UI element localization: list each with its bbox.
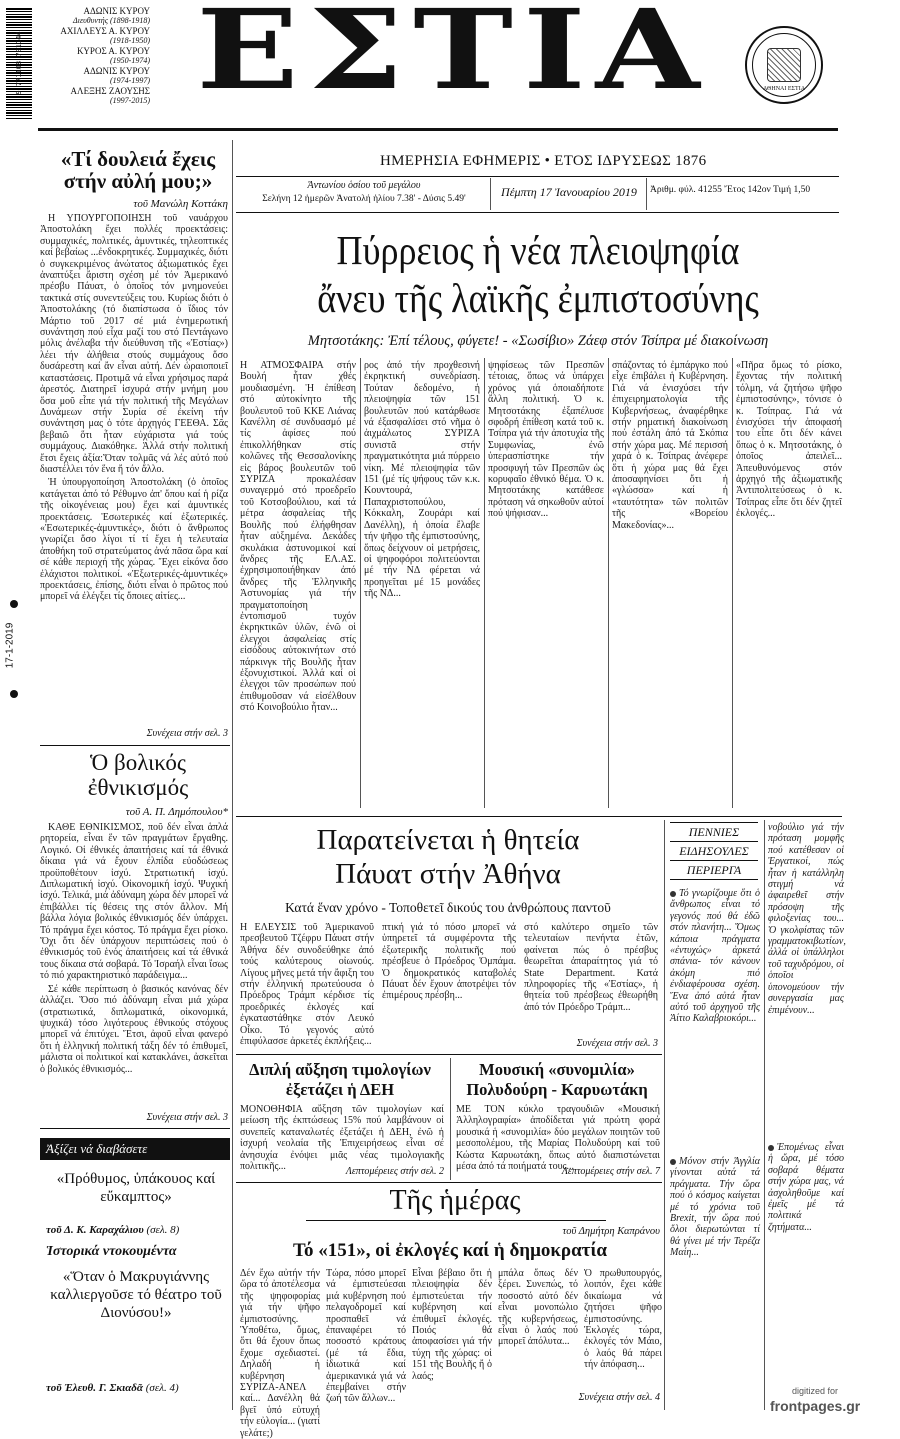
- paragraph: Τώρα, πόσο μπορεῖ νά ἐμπιστεύεσαι μιά κυβέρνηση πού πελαγοδρομεῖ καί προσπαθεῖ νά ἐπαναφέρει τό ποσοστό κράτους (μέ τά ἔδια, ἰδιωτικά καί ἀμερικανικά γιά νά ἐπεμβαίνει στήν ζωή τῶν ἄλλων...: [326, 1268, 406, 1405]
- lead-column: [736, 360, 842, 812]
- column-divider: [232, 140, 233, 1410]
- byline: τοῦ Δημήτρη Καπράνου: [562, 1226, 660, 1237]
- lead-column: [612, 360, 728, 812]
- article-column: [240, 922, 374, 1050]
- column-divider: [360, 358, 361, 808]
- founder: ΑΛΕΞΗΣ ΖΑΟΥΣΗΣ (1997-2015): [70, 86, 150, 105]
- continued-link[interactable]: Συνέχεια στήν σελ. 3: [146, 1112, 228, 1123]
- column-body: [240, 1268, 321, 1439]
- worth-item-title[interactable]: «Πρόθυμος, ὑπάκουος καί εὔκαμπτος»: [56, 1171, 216, 1205]
- founder: ΑΧΙΛΛΕΥΣ Α. ΚΥΡΟΥ (1918-1950): [60, 26, 150, 45]
- lead-column: [488, 360, 604, 812]
- section-headline: Πάυατ στήν Ἀθήνα: [335, 858, 561, 890]
- rule: [40, 1128, 230, 1129]
- byline: τοῦ Α. Π. Δημόπουλου*: [125, 806, 228, 818]
- side-dot: [10, 690, 18, 698]
- lead-headline: ἄνευ τῆς λαϊκῆς ἐμπιστοσύνης: [317, 275, 759, 321]
- paragraph: Δέν ἔχω αὐτήν τήν ὥρα τό ἀποτέλεσμα τῆς ψηφοφορίας γιά τήν ψῆφο ἐμπιστοσύνης. Ὑποθέτω, ὅμως, ὅτι θά ἔχουν ὅπως ἔχομε σχεδιαστεί. Δηλαδή ἡ κυβέρνηση ΣΥΡΙΖΑ-ΑΝΕΛ καί... Δανέλλη θά βγεῖ ὑπό εὐτυχή τήν εὐλογία... (γιατί γελάτε;): [240, 1268, 321, 1439]
- rule: [236, 212, 839, 213]
- continued-link[interactable]: Λεπτομέρειες στήν σελ. 2: [345, 1166, 444, 1177]
- column-body: [584, 1268, 662, 1388]
- article-title: «Τί δουλειά ἔχεις στήν αὐλή μου;»: [60, 147, 216, 193]
- paragraph: «Πῆρα ὅμως τό ρίσκο, ἔχοντας τήν πολιτική τόλμη, νά ζητήσω ψῆφο ἐμπιστοσύνης», τόνισε ὁ κ. Τσίπρας. Γιά νά ἐνισχύσει τήν ἀποφασή του εἶπε ὅτι δέν κάνει ὅπως ὁ κ. Μητσοτάκης, ὁ ὁποῖος ἀπειλεῖ... Ἀπευθυνόμενος στόν ἀρχηγό τῆς ἀξιωματικῆς Ἀντιπολιτεύσεως ὁ κ. Τσίπρας εἶπε ὅτι δέν ζητεῖ ἐκλογές...: [736, 360, 842, 520]
- gossip-item: Ἐπομένως εἶναι ἡ ὥρα, μέ τόσο σοβαρά θέματα στήν χώρα μας, νά ἀσχοληθοῦμε καί ἐμεῖς μέ τά πολιτικά ζητήματα...: [768, 1142, 844, 1233]
- lead-subhead: Μητσοτάκης: Ἐπί τέλους, φύγετε! - «Σωσίβιο» Ζάεφ στόν Τσίπρα μέ διακοίνωση: [307, 333, 769, 349]
- worth-reading-banner: Ἀξίζει νά διαβάσετε: [40, 1138, 230, 1160]
- sun-moon: Σελήνη 12 ἡμερῶν Ἀνατολή ἡλίου 7.38' - Δύσις 5.49': [262, 194, 466, 204]
- paragraph: Η ΑΤΜΟΣΦΑΙΡΑ στήν Βουλή ἦταν χθές μουδιασμένη. Ἡ ἐπίθεση στό αὐτοκίνητο τῆς βουλευτοῦ τοῦ ΚΚΕ Λιάνας Κανέλλη σέ συνδυασμό μέ τίς ἀφίσες πού ἐπικολλήθηκαν στίς κολῶνες τῆς Θεσσαλονίκης εἰς βάρος βουλευτῶν τοῦ ΣΥΡΙΖΑ προκαλέσαν συναγερμό στό προεδρεῖο τοῦ Κοτσοβούλιου, καί τά μέτρα ἀσφαλείας τῆς Βουλῆς πού ἐλήφθησαν ἦταν αὐξημένα. Δεκάδες σκυλάκια ἀστυνομικοί καί ἄνδρες τῆς ΕΛ.ΑΣ. ἐχρησιμοποιήθηκαν ἀπό ἄνδρες τῆς Ἑλληνικῆς Ἀστυνομίας γιά τήν πραγματοποίηση ἐντοπισμοῦ τυχόν ἐκρηκτικῶν ὑλῶν, ἐνῶ οἱ ἐλεγχοι ἀσφαλείας στίς εἰσόδους αὐτοκινήτων στό πάρκινγκ τῆς Βουλῆς ἦταν ἐξονυχιστικοί. Ἀλλά καί οἱ ἐλεγχοι τῶν προσώπων πού ἐπιθυμοῦσαν νά εἰσέλθουν στό Κοινοβούλιο ἦταν...: [240, 360, 356, 714]
- article-headline: Διπλή αὔξηση τιμολογίων ἐξετάζει ἡ ΔΕΗ: [249, 1060, 431, 1099]
- founder: ΑΔΩΝΙΣ ΚΥΡΟΥ Διευθυντής (1898-1918): [73, 6, 150, 25]
- barcode-number: 9 771108 701144: [15, 31, 23, 95]
- byline: τοῦ Μανώλη Κοττάκη: [133, 198, 228, 210]
- paragraph: Ὁ πρωθυπουργός, λοιπόν, ἔχει κάθε δικαίωμα νά ζητήσει ψῆφο ἐμπιστοσύνης. Ἐκλογές τώρα, ἐκλογές τόν Μάιο, ὁ λαός θά πάρει τήν ἀπόφαση...: [584, 1268, 662, 1371]
- paragraph: σπάζοντας τό ἐμπάργκο πού εἶχε ἐπιβάλει ἡ Κυβέρνηση. Γιά νά ἐνισχύσει τήν ἐπιχειρηματολογία τῆς Κυβερνήσεως, ἀναφέρθηκε στήν ρηματική διακοίνωση πού ἐστάλη ἀπό τά Σκόπια στήν χώρα μας. Μέ περισσή χαρά ὁ κ. Τσίπρας ἀνέφερε ὅτι ἡ χώρα μας θά ἔχει ἀποσαφηνίσει ὅτι ἡ «γλώσσα» καί ἡ «ταυτότητα» τῶν πολιτῶν τῆς «Βορείου Μακεδονίας»...: [612, 360, 728, 531]
- paragraph: ΜΟΝΟΘΗΦΙΑ αὔξηση τῶν τιμολογίων καί μείωση τῆς ἐκπτώσεως 15% πού λαμβάνουν οἱ συνεπεῖς καταναλωτές ἐξετάζει ἡ ΔΕΗ, ἐνῶ ἡ ἰσχυρή νεολαία τῆς Ἐπιχειρήσεως εἶναι σέ ἀνησυχία ἐνόψει μιᾶς νέας τιμολογιακῆς πολιτικῆς...: [240, 1104, 444, 1173]
- paragraph: Ἡ ὑπουργοποίηση Ἀποστολάκη (ὁ ὁποῖος κατάγεται ἀπό τό Ρέθυμνο ἀπ' ὅπου καί ἡ ρίζα τῆς οἰκογένειας μου) ἔχει καί ἀμυντικές προεκτάσεις. Ἐσωτερικές καί ἐξωτερικές. «Ἐσωτερικές-ἀμυντικές», διότι ὁ ἄνθρωπος γνωρίζει ὅσο λίγοι τί τί ἔχει ἡ τελευταία ἀποθήκη τοῦ στρατεύματος ἀνά πᾶσα ὥρα καί σέ κάθε περιοχή τῆς χώρας. Ἔχει εἰκόνα ὅσο ἐλάχιστοι πολιτικοί. «Ἐξωτερικές-ἀμυντικές» προεκτάσεις, ἐπίσης, διότι εἶναι ὁ πρῶτος πού μπορεῖ νά ἐλέγξει τίς ὅποιες αἰτίες...: [40, 477, 228, 603]
- founder: ΑΔΩΝΙΣ ΚΥΡΟΥ (1974-1997): [83, 66, 150, 85]
- article-body: [40, 213, 228, 723]
- worth-item-title[interactable]: «Ὅταν ὁ Μακρυγιάννης καλλιεργοῦσε τό θέατρο τοῦ Διονύσου!»: [50, 1269, 222, 1321]
- section-subhead: Κατά ἕναν χρόνο - Τοποθετεῖ δικούς του ἀνθρώπους παντοῦ: [285, 900, 611, 915]
- rule: [236, 1054, 662, 1055]
- continued-link[interactable]: Λεπτομέρειες στήν σελ. 7: [561, 1166, 660, 1177]
- rule: [236, 816, 842, 817]
- digitized-stamp: digitized for: [792, 1386, 839, 1396]
- gossip-item: Τό γνωρίζουμε ὅτι ὁ ἄνθρωπος εἶναι τό γεγονός πού θά ἐδῶ στόν πλανήτη... Ὅμως κάποια πράγματα «ἐντυχώς» ἀρκετά σπάνια- τόν κάνουν ἀκόμη πιό ἐνδιαφέρουσα σχέση. Ἕνα ἀπό αὐτά ἦταν αὐτό τοῦ ἀρχηγοῦ τῆς Ἀίτιο Καλαβριοκόρι...: [670, 888, 760, 1025]
- bullet-icon: [670, 1159, 676, 1165]
- issue-date: Πέμπτη 17 Ἰανουαρίου 2019: [501, 185, 637, 199]
- column-body: [412, 1268, 492, 1408]
- paragraph: ψηφίσεως τῶν Πρεσπῶν τέτοιας, ὅπως νά ὑπάρχει χρόνος γιά ὁποιαδήποτε ἄλλη πολιτική. Ὁ κ. Μητσοτάκης ἐξαπέλυσε σφοδρή ἐπίθεση κατά τοῦ κ. Τσίπρα γιά τήν ἀποτυχία τῆς Συμφωνίας, ἐνῶ ὑπερασπίστηκε τήν προσφυγή τῶν Πρεσπῶν ὡς κορυφαῖο ἐθνικό θέμα. Ὁ κ. Μητσοτάκης κατάθεσε πρόταση νά σηκωθοῦν αὐτοί πού ψήφισαν...: [488, 360, 604, 520]
- column-divider: [450, 1058, 451, 1180]
- gossip-item: Μόνον στήν Ἀγγλία γίνονται αὐτά τά πράγματα. Τήν ὥρα πού ὁ κόσμος καίγεται μέ τό χρόνια τοῦ Brexit, τήν ὥρα πού ὅλοι διερωτώνται τί θά γίνει μέ τήν Τερέζα Μαίη...: [670, 1156, 760, 1259]
- divider: [490, 178, 491, 210]
- column-header: Τῆς ἡμέρας: [389, 1185, 521, 1216]
- side-date: 17-1-2019: [4, 622, 16, 669]
- column-divider: [608, 358, 609, 808]
- continued-link[interactable]: Συνέχεια στήν σελ. 3: [576, 1038, 658, 1049]
- issue-info: Ἀριθμ. φύλ. 41255 Ἔτος 142ον Τιμή 1,50: [650, 185, 811, 195]
- column-divider: [732, 358, 733, 808]
- worth-item-title[interactable]: Ἱστορικά ντοκουμέντα: [46, 1244, 177, 1259]
- rule: [236, 1182, 662, 1183]
- lead-column: [364, 360, 480, 812]
- worth-item-author: τοῦ Ἐλευθ. Γ. Σκιαδᾶ (σελ. 4): [46, 1382, 179, 1394]
- article-headline: Πολυδούρη - Καρυωτάκη: [466, 1080, 648, 1099]
- divider: [646, 178, 647, 210]
- paragraph: νοβούλιο γιά τήν πρόταση μομφῆς πού κατέθεσαν οἱ Ἐργατικοί, πώς ἦταν ἡ κατάλληλη στιγμή νά ἀφαιρεθεῖ στήν πρόσοψη τῆς φιλοξενίας του... Ὁ γκολφίστας τῶν γραμματοκιβωτίων, ἀλλά οἱ ὑπάλληλοι τοῦ ταχυδρόμου, οἱ ὁποῖοι ὑπονομεύουν τήν συνεργασία μας ἐπιμένουν...: [768, 822, 846, 1016]
- source-stamp[interactable]: frontpages.gr: [770, 1398, 861, 1414]
- rule: [40, 745, 230, 746]
- continued-link[interactable]: Συνέχεια στήν σελ. 4: [578, 1392, 660, 1403]
- lead-headline: Πύρρειος ἡ νέα πλειοψηφία: [336, 227, 740, 273]
- founder: ΚΥΡΟΣ Α. ΚΥΡΟΥ (1950-1974): [76, 46, 150, 65]
- continued-link[interactable]: Συνέχεια στήν σελ. 3: [146, 728, 228, 739]
- bullet-icon: [768, 1145, 774, 1151]
- article-column: [382, 922, 516, 1050]
- worth-item-author: τοῦ Δ. Κ. Καραχάλιου (σελ. 8): [46, 1224, 180, 1236]
- paragraph: ρος ἀπό τήν προχθεσινή ἐκρηκτική συνεδρίαση. Τούταν δεδομένο, ἡ πλειοψηφία τῶν 151 βουλευτῶν πού κατάρθωσε νά ἐξασφαλίσει στό νῆμα ὁ ἀιχμάλωτος ΣΥΡΙΖΑ συνιστᾶ στήν πραγματικότητα μιά πύρρειο νίκη. Μέ πλειοψηφία τῶν 151 (μέ τίς ψήφους τῶν κ.κ. Κουντουρά, Παπαχριστοπούλου, Κόκκαλη, Ζουράρι καί Δανέλλη), ἡ ὁποία ἔλαβε τήν ψῆφο τῆς ἐμπιστοσύνης, ὅπως δείχνουν οἱ μετρήσεις, οἱ ψηφοφόροι πολιτεύονται μέ τήν ΝΔ φέρεται νά προηγεῖται μέ 15 μονάδες τῆς ΝΔ...: [364, 360, 480, 600]
- rule: [306, 1220, 606, 1221]
- paragraph: μπάλα ὅπως δέν ξέρει. Συνεπώς, τό ποσοστό αὐτό δέν εἶναι μονοπώλιο τῆς κυβερνήσεως, εἶναι ὁ λαός πού μπορεῖ ἀπόλυτα...: [498, 1268, 578, 1348]
- paragraph: Η ΥΠΟΥΡΓΟΠΟΙΗΣΗ τοῦ ναυάρχου Ἀποστολάκη ἔχει πολλές προεκτάσεις: συμμαχικές, πολιτικές, ἀμυντικές, τηλεοπτικές καί βεβαίως ...ἐνδοκρητικές. Συμμαχικές, διότι ὁ συγκεκριμένος ἀνώτατος ἀξιωματικός ἔχει ἀναπτύξει ἄριστη σχέση μέ τόν Ἀμερικανό πρέσβυ Πάυατ, ὁ ὁποῖος τόν μνημονεύει τακτικά στίς συνεντεύξεις του. Κυρίως διότι ὁ Ἀποστολάκης (τό διαπίστωσα ὁ ἴδιος τόν Μάρτιο τοῦ 2017 σέ μιά ἐνημερωτική συνάντηση πού εἶχα μαζί του στό Πεντάγωνο μόλις ἀνέλαβα τήν διεύθυνση τῆς «Ἑστίας») λέει τήν ἀλήθεια στούς συμμάχους ὅσο δυσάρεστη καί ἄν εἶναι αὐτή. Δέν ὡραιοποιεῖ καταστάσεις. Προτιμᾶ νά εἶναι χρήσιμος παρά ἀρεστός. Διατηρεῖ ἰσχυρά στήν μνήμη μου ὅσα μοῦ εἶπε γιά τήν πολιτική τῆς Μεγάλων Δυνάμεων στήν Συρία σέ ἐκείνη τήν συνάντηση μας ὁ τότε ἀρχηγός ΓΕΕΘΑ. Σᾶς βεβαιῶ ὅτι ἦταν εὐχάριστα γιά τούς συμμάχους. Διακόθηκε. Ἀλλά στήν πολιτική ἔτσι ἔχεις ἀξία:Ὅταν τολμᾶς νά λές αὐτό πού διαστέλλει τόν ἕνα ἤ τόν ἄλλο.: [40, 213, 228, 475]
- article-headline: Μουσική «συνομιλία»: [479, 1060, 635, 1079]
- paragraph: ΜΕ ΤΟΝ κύκλο τραγουδιῶν «Μουσική Ἀλληλογραφία» ἀποδίδεται γιά πρώτη φορά μουσικά ἡ «συνομιλία» δύο μεγάλων ποιητῶν τοῦ μεσοπολέμου, τῆς Μαρίας Πολυδούρη καί τοῦ Κώστα Καρυωτάκη, ὅπως αὐτό διαπιστώνεται μέσα ἀπό τά ποιήματά τους...: [456, 1104, 660, 1173]
- seal-logo: ΑΘΗΝΑΙ ΕΣΤΙΑ: [745, 26, 823, 104]
- paragraph: στό καλύτερο σημεῖο τῶν τελευταίων πενήντα ἐτῶν, φαίνεται πώς ὁ πρέσβυς θεωρεῖται ἀπαραίτητος γιά τό State Department. Κατά πληροφορίες τῆς «Ἑστίας», ἡ θητεία τοῦ πρέσβεως ἐθεωρήθη ἀπό τόν Πρόεδρο Τράμπ...: [524, 922, 658, 1013]
- bullet-icon: [670, 891, 676, 897]
- column-divider: [764, 820, 765, 1410]
- gossip-continued: [768, 822, 844, 1138]
- article-column: [524, 922, 658, 1034]
- column-divider: [664, 820, 665, 1410]
- side-dot: [10, 600, 18, 608]
- rule: [236, 176, 839, 177]
- article-title: Ὁ βολικός ἐθνικισμός: [87, 750, 189, 800]
- column-title: Τό «151», οἱ ἐκλογές καί ἡ δημοκρατία: [293, 1240, 607, 1261]
- paragraph: Εἶναι βέβαιο ὅτι ἡ πλειοψηφία δέν ἐμπιστεύεται τήν κυβέρνηση καί ἐπιθυμεῖ ἐκλογές. Ποιός θά ἀποφασίσει γιά τήν τύχη τῆς χώρας: οἱ 151 τῆς Βουλῆς ἤ ὁ λαός;: [412, 1268, 492, 1382]
- paragraph: Σέ κάθε περίπτωση ὁ βασικός κανόνας δέν ἀλλάζει. Ὅσο πιό ἀδύναμη εἶναι μιά χώρα (στρατιωτικά, διπλωματικά, οἰκονομικά, ψυχικά) τόσο λιγότερους ἐθνικούς στόχους μπορεῖ νά ἐπιτύχει. Ἔτσι, ἀφοῦ εἶναι φανερό ὅτι ἡ ἑλληνική πολιτική τάξη δέν τό ἐπιθυμεῖ, μάλιστα οἱ πολιτικοί καί κατακλάνει, ἀσκεῖται ὁ βολικός ἐθνικισμός...: [40, 983, 228, 1075]
- section-headline: Παρατείνεται ἡ θητεία: [316, 824, 580, 856]
- paragraph: ΚΑΘΕ ΕΘΝΙΚΙΣΜΟΣ, ποῦ δέν εἶναι ἁπλά ρητορεία, εἶναι ἕν τῶν πραγμάτων ἔργαθης. Λογικό. Οἱ ἐθνικές ἀπαιτήσεις καί τά ἐθνικά δίκαια γιά νά ἔχουν ἐλπίδα εὐοδώσεως προϋποθέτουν ἰσχύ. Στρατιωτική ἰσχύ. Διπλωματική ἰσχύ. Οἰκονομική ἰσχύ. Ψυχική ἰσχύ. Τελικά, μιά ἀδύναμη χώρα δέν μπορεῖ νά ἐπιβάλλει τίς θέσεις της στόν ἄλλον. Μή βάλλα λόγια βολικός ἐθνικισμός δέν ὑπάρχει. Τό πράγμα ἔχει κόστος. Τό πράγμα ἔχει ρίσκο. Ὅχι ὅτι δέν ὑπάρχουν περιπτώσεις πού ὁ ἐθνικισμός τοῦ ἑνός ἀπαιτήσεις καί τά ἐθνικά τους δίκαια στά σοβαρά. Τό Ἰσραήλ εἶναι ἴσως τό πιό χαρακτηριστικό παράδειγμα...: [40, 822, 228, 982]
- column-body: [326, 1268, 406, 1408]
- paragraph: Η ΕΛΕΥΣΙΣ τοῦ Ἀμερικανοῦ πρεσβευτοῦ Τζέφρυ Πάυατ στήν Ἀθήνα δέν συνοδεύθηκε ἀπό τούς καλύτερους οἰωνούς. Λίγους μῆνες μετά τήν ἄφιξη του στήν ἑλληνική πρωτεύουσα ὁ Πρόεδρος Τράμπ κέρδισε τίς προεδρικές ἐκλογές καί ἐγκαταστάθηκε στόν Λευκό Οἶκο. Τό γεγονός αὐτό ἐπιφύλασσε ἀρκετές ἐκπλήξεις...: [240, 922, 374, 1048]
- lead-column: [240, 360, 356, 812]
- column-divider: [484, 358, 485, 808]
- masthead-title: ΕΣΤΙΑ: [196, 0, 710, 115]
- founders-box: [38, 6, 150, 124]
- paragraph: πτική γιά τό πόσο μπορεῖ νά ὑπηρετεῖ τά συμφέροντα τῆς ἐξωτερικῆς πολιτικῆς πού πρέσβευε ὁ Πρόεδρος Ὀμπάμα. Ὁ δημοκρατικός καταβολές Πάυατ δέν ἔχουν ἀποτρέψει τόν ἐπιμέρους πρέσβη...: [382, 922, 516, 1002]
- gossip-header: ΠΕΝΝΙΕΣ ΕΙΔΗΣΟΥΛΕΣ ΠΕΡΙΕΡΓΑ: [670, 822, 758, 880]
- article-body: [40, 822, 228, 1140]
- column-body: [498, 1268, 578, 1408]
- saint-of-day: Ἀντωνίου ὁσίου τοῦ μεγάλου: [307, 180, 421, 191]
- subtitle: ΗΜΕΡΗΣΙΑ ΕΦΗΜΕΡΙΣ • ΕΤΟΣ ΙΔΡΥΣΕΩΣ 1876: [380, 153, 707, 169]
- masthead-rule: [38, 128, 838, 131]
